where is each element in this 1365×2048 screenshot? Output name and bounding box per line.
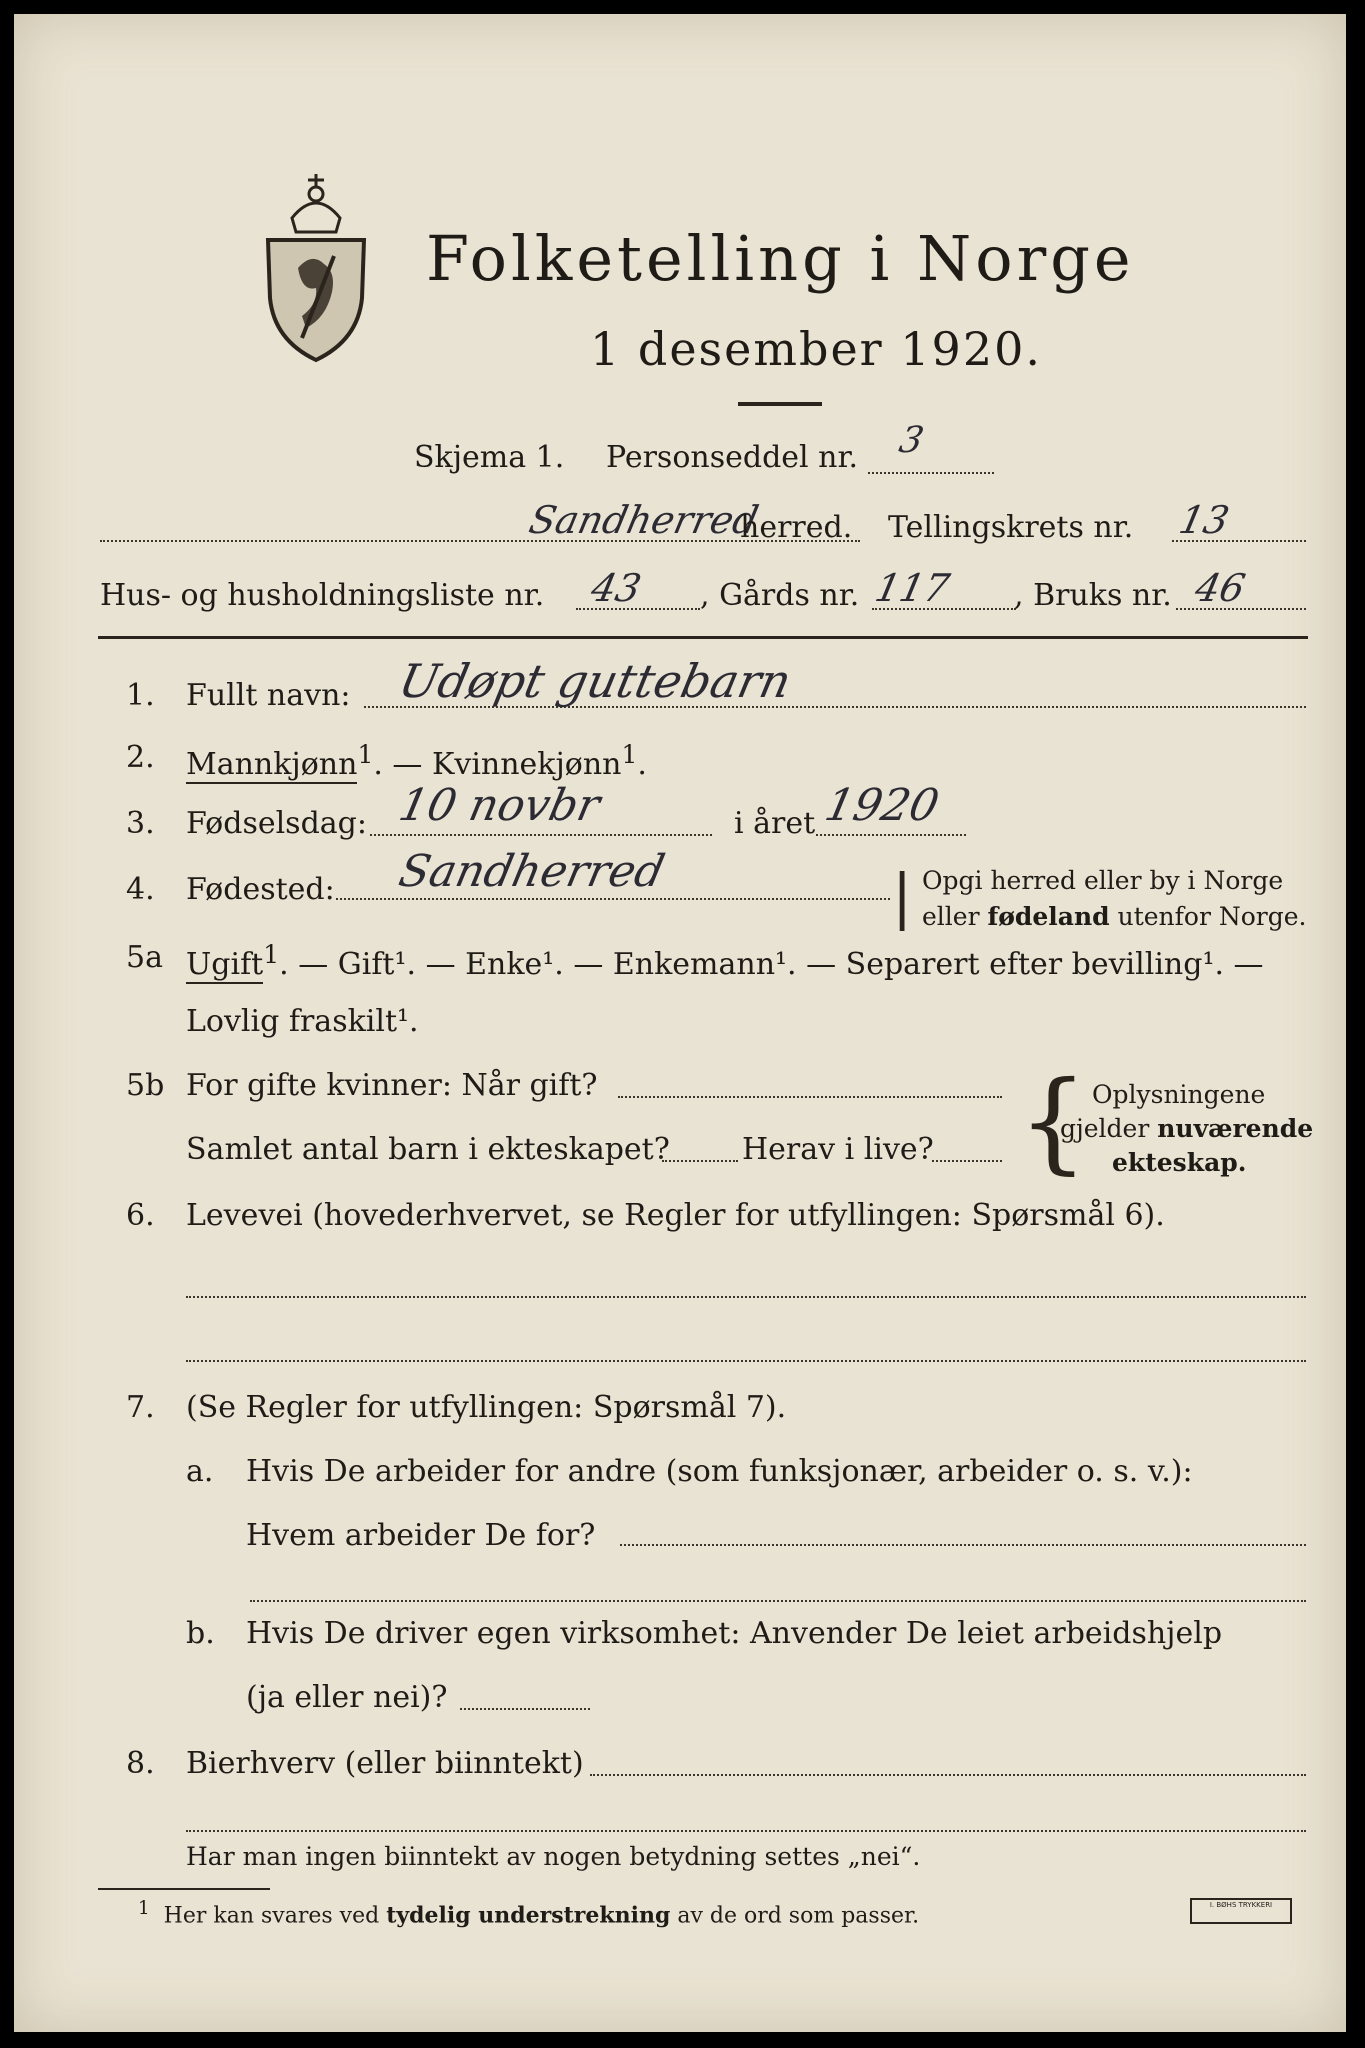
q4-label: Fødested:: [186, 872, 335, 907]
footnote-rule: [98, 1888, 270, 1890]
printer-stamp: [1190, 1898, 1292, 1924]
q3-number: 3.: [126, 806, 155, 841]
q3-year-label: i året: [734, 806, 816, 841]
personseddel-label: Personseddel nr.: [606, 440, 859, 475]
q4-note-2: [922, 902, 1306, 931]
q8-label: Bierhverv (eller biinntekt): [186, 1746, 584, 1781]
norway-coat-of-arms-icon: [262, 168, 370, 364]
page-title: Folketelling i Norge: [426, 222, 1135, 295]
q5a-ugift[interactable]: Ugift: [186, 947, 264, 982]
gards-value[interactable]: 117: [871, 566, 954, 610]
q5b-note-2a: gjelder: [1060, 1114, 1158, 1143]
gards-label: , Gårds nr.: [700, 578, 860, 613]
census-date: 1 desember 1920.: [590, 322, 1042, 376]
hus-label: Hus- og husholdningsliste nr.: [100, 578, 545, 613]
bruks-value[interactable]: 46: [1191, 566, 1250, 610]
herred-value[interactable]: Sandherred: [525, 498, 763, 542]
q7a-answer-line: [620, 1544, 1306, 1546]
q1-label: Fullt navn:: [186, 678, 351, 713]
q3-line: [370, 834, 712, 836]
q4-note-brace: |: [892, 862, 913, 932]
q3-year-value[interactable]: 1920: [820, 780, 944, 831]
q4-number: 4.: [126, 872, 155, 907]
q4-note-2c: utenfor Norge.: [1109, 902, 1307, 931]
tellingskrets-label: Tellingskrets nr.: [888, 510, 1134, 545]
bruks-label: , Bruks nr.: [1014, 578, 1172, 613]
q2-mannkjonn[interactable]: Mannkjønn: [186, 747, 358, 782]
footnote-b: tydelig understrekning: [386, 1902, 671, 1929]
q4-note-1: Opgi herred eller by i Norge: [922, 866, 1284, 895]
footer-note: Har man ingen biinntekt av nogen betydning settes „nei“.: [186, 1842, 921, 1871]
tellingskrets-value[interactable]: 13: [1175, 498, 1234, 542]
q8-number: 8.: [126, 1746, 155, 1781]
q2-end: .: [637, 747, 647, 782]
q8-line-1: [590, 1774, 1306, 1776]
herred-label: herred.: [740, 510, 853, 545]
q4-line: [336, 898, 890, 900]
q1-value[interactable]: Udøpt guttebarn: [394, 654, 796, 708]
header-rule: [98, 636, 1308, 639]
q2-number: 2.: [126, 740, 155, 775]
q7a-answer-line-2: [250, 1600, 1306, 1602]
q2-sup-1: 1: [357, 740, 374, 769]
q2-kvinnekjonn[interactable]: Kvinnekjønn: [431, 747, 622, 782]
q5a-rest: . — Gift¹. — Enke¹. — Enkemann¹. — Separert efter bevilling¹. —: [279, 947, 1264, 982]
q5b-note-2b: nuværende: [1157, 1114, 1314, 1143]
q7b-line2: (ja eller nei)?: [246, 1680, 448, 1715]
title-divider: [738, 402, 822, 406]
q4-value[interactable]: Sandherred: [394, 846, 669, 897]
q5b-line2b: Herav i live?: [742, 1132, 934, 1167]
q7a-number: a.: [186, 1454, 214, 1489]
footnote-number: 1: [138, 1898, 150, 1919]
q5b-number: 5b: [126, 1068, 165, 1103]
footnote: [138, 1898, 919, 1928]
q2-options: [186, 740, 647, 782]
q5b-note-brace: {: [1018, 1057, 1088, 1185]
q7-number: 7.: [126, 1390, 155, 1425]
q7-label: (Se Regler for utfyllingen: Spørsmål 7).: [186, 1390, 787, 1425]
q7a-line2: Hvem arbeider De for?: [246, 1518, 596, 1553]
q7b-line1: Hvis De driver egen virksomhet: Anvender De leiet arbeidshjelp: [246, 1616, 1223, 1651]
footnote-a: Her kan svares ved: [163, 1903, 387, 1929]
q5b-line2a: Samlet antal barn i ekteskapet?: [186, 1132, 670, 1167]
printer-stamp-text: I. BØHS TRYKKERI: [1209, 1901, 1273, 1909]
skjema-label: Skjema 1.: [414, 440, 565, 475]
q5b-line1: For gifte kvinner: Når gift?: [186, 1068, 598, 1103]
q5b-note-3: ekteskap.: [1112, 1148, 1247, 1177]
q7b-number: b.: [186, 1616, 215, 1651]
personseddel-line: [868, 472, 994, 474]
q5a-options: [186, 940, 1264, 982]
q4-note-2a: eller: [922, 902, 988, 931]
q1-number: 1.: [126, 678, 155, 713]
q5a-line2: Lovlig fraskilt¹.: [186, 1004, 419, 1039]
q3-label: Fødselsdag:: [186, 806, 367, 841]
q2-sup-2: 1: [621, 740, 638, 769]
q2-separator: . —: [373, 747, 432, 782]
hus-value[interactable]: 43: [587, 566, 646, 610]
q5a-ugift-sup: 1: [263, 940, 280, 969]
q3-year-line: [816, 834, 966, 836]
q5b-line2b-dots: [932, 1160, 1002, 1162]
q6-line-1: [186, 1296, 1306, 1298]
q3-value[interactable]: 10 novbr: [394, 780, 605, 831]
q5a-number: 5a: [126, 940, 163, 975]
q5b-line2a-dots: [662, 1160, 738, 1162]
q5b-note-1: Oplysningene: [1092, 1080, 1266, 1109]
q5b-line1-dots: [618, 1096, 1002, 1098]
q6-number: 6.: [126, 1198, 155, 1233]
q7a-line1: Hvis De arbeider for andre (som funksjonær, arbeider o. s. v.):: [246, 1454, 1193, 1489]
q4-note-2b: fødeland: [987, 902, 1110, 931]
q6-label: Levevei (hovederhvervet, se Regler for utfyllingen: Spørsmål 6).: [186, 1198, 1165, 1233]
personseddel-value[interactable]: 3: [895, 420, 928, 461]
q7b-answer-line: [460, 1708, 590, 1710]
footnote-c: av de ord som passer.: [670, 1903, 920, 1929]
q8-line-2: [186, 1830, 1306, 1832]
q5b-note-2: [1060, 1114, 1313, 1143]
q6-line-2: [186, 1360, 1306, 1362]
